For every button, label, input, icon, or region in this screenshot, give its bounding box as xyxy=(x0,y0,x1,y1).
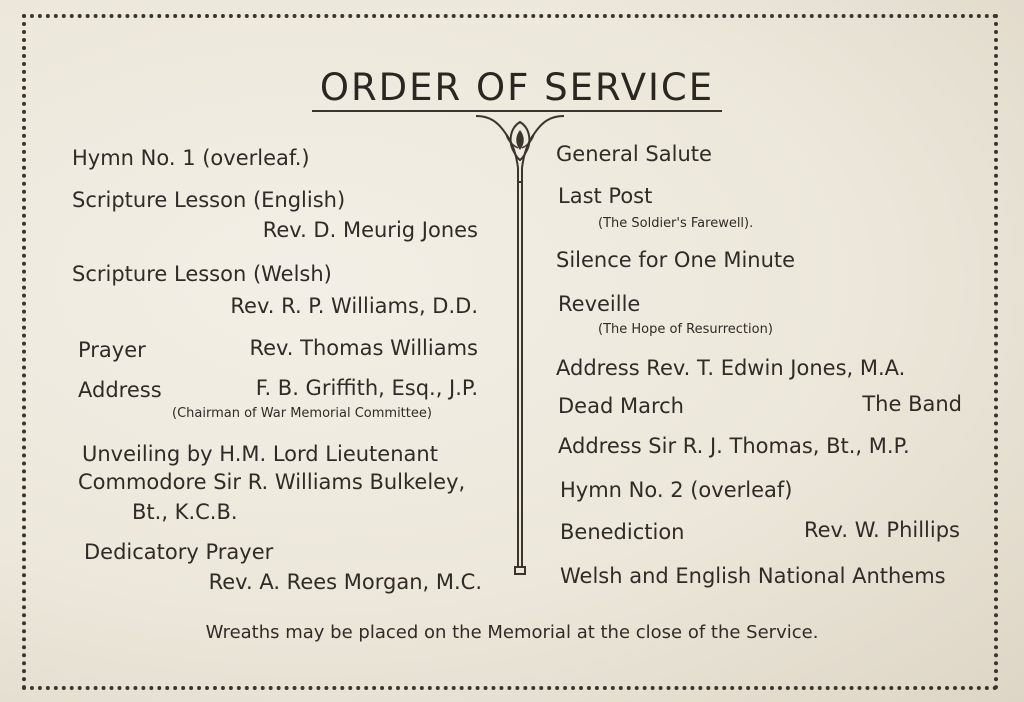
footer-note: Wreaths may be placed on the Memorial at the close of the Service. xyxy=(205,622,819,643)
last-post: Last Post xyxy=(558,184,653,208)
prayer-label: Prayer xyxy=(78,338,146,362)
divider-ornament-icon xyxy=(470,112,570,582)
the-band: The Band xyxy=(862,392,962,416)
dedicatory-prayer-leader: Rev. A. Rees Morgan, M.C. xyxy=(208,570,482,594)
last-post-note: (The Soldier's Farewell). xyxy=(598,216,754,231)
benediction: Benediction xyxy=(560,520,685,544)
address-edwin-jones: Address Rev. T. Edwin Jones, M.A. xyxy=(556,356,906,380)
hymn-1: Hymn No. 1 (overleaf.) xyxy=(72,146,310,170)
national-anthems: Welsh and English National Anthems xyxy=(560,564,946,588)
unveiling-line-1: Unveiling by H.M. Lord Lieutenant xyxy=(82,442,438,466)
silence-one-minute: Silence for One Minute xyxy=(556,248,796,272)
dead-march: Dead March xyxy=(558,394,684,418)
scripture-lesson-welsh: Scripture Lesson (Welsh) xyxy=(72,262,332,286)
general-salute: General Salute xyxy=(556,142,712,166)
address-speaker-note: (Chairman of War Memorial Committee) xyxy=(172,406,432,421)
scripture-lesson-welsh-reader: Rev. R. P. Williams, D.D. xyxy=(230,294,478,318)
reveille-note: (The Hope of Resurrection) xyxy=(598,322,773,337)
hymn-2: Hymn No. 2 (overleaf) xyxy=(560,478,793,502)
dedicatory-prayer: Dedicatory Prayer xyxy=(84,540,274,564)
address-label: Address xyxy=(78,378,162,402)
scripture-lesson-english-reader: Rev. D. Meurig Jones xyxy=(262,218,478,242)
prayer-leader: Rev. Thomas Williams xyxy=(249,336,478,360)
address-speaker: F. B. Griffith, Esq., J.P. xyxy=(255,376,478,400)
address-thomas: Address Sir R. J. Thomas, Bt., M.P. xyxy=(558,434,910,458)
unveiling-line-3: Bt., K.C.B. xyxy=(132,500,238,524)
reveille: Reveille xyxy=(558,292,641,316)
page-title: ORDER OF SERVICE xyxy=(319,66,715,109)
unveiling-line-2: Commodore Sir R. Williams Bulkeley, xyxy=(78,470,466,494)
scripture-lesson-english: Scripture Lesson (English) xyxy=(72,188,346,212)
benediction-leader: Rev. W. Phillips xyxy=(803,518,960,542)
